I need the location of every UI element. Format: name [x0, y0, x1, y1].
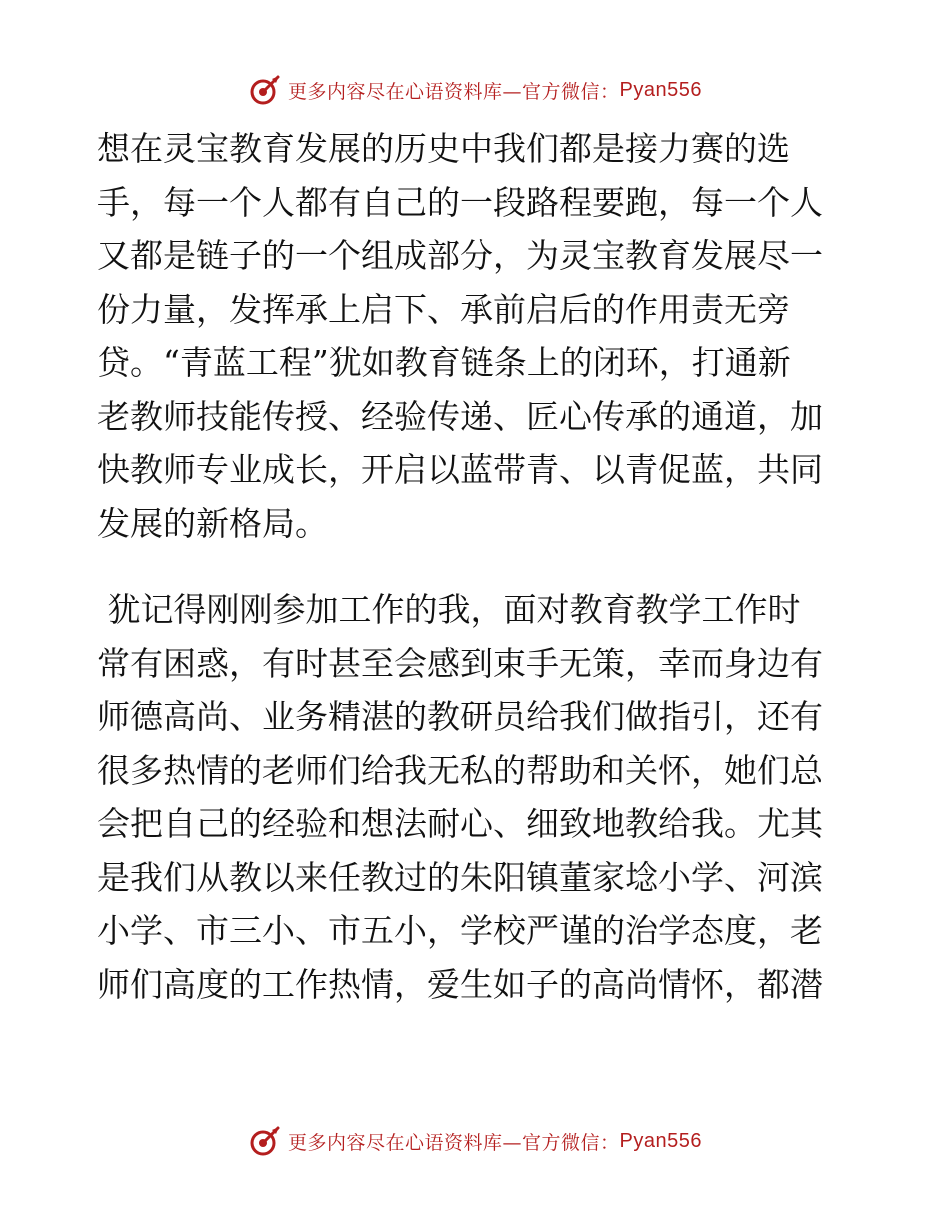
text-line: 很多热情的老师们给我无私的帮助和关怀，她们总 [97, 750, 823, 790]
banner-text: 更多内容尽在心语资料库—官方微信： [288, 1131, 620, 1154]
document-body [97, 122, 857, 1011]
header-banner [0, 70, 950, 110]
text-line: 师德高尚、业务精湛的教研员给我们做指引，还有 [97, 697, 823, 736]
pen-logo-icon [248, 1124, 282, 1158]
text-line: 份力量，发挥承上启下、承前启后的作用责无旁 [97, 289, 790, 329]
text-line: 会把自己的经验和想法耐心、细致地教给我。尤其 [97, 804, 823, 843]
text-line: 又都是链子的一个组成部分，为灵宝教育发展尽一 [97, 236, 823, 275]
paragraph-2 [97, 583, 857, 1011]
text-line: 老教师技能传授、经验传递、匠心传承的通道，加 [97, 396, 823, 436]
text-line: 小学、市三小、市五小，学校严谨的治学态度，老 [97, 911, 823, 950]
text-line: 快教师专业成长，开启以蓝带青、以青促蓝，共同 [97, 450, 823, 489]
text-line: 是我们从教以来任教过的朱阳镇董家埝小学、河滨 [97, 857, 823, 897]
text-line: 想在灵宝教育发展的历史中我们都是接力赛的选 [97, 129, 790, 168]
text-line: 常有困惑，有时甚至会感到束手无策，幸而身边有 [97, 643, 823, 683]
banner-text: 更多内容尽在心语资料库—官方微信： [288, 80, 620, 103]
paragraph-1 [97, 122, 857, 550]
banner-wechat-id: Pyan556 [619, 78, 702, 101]
text-line: 贷。“青蓝工程”犹如教育链条上的闭环，打通新 [97, 343, 791, 382]
text-line: 手，每一个人都有自己的一段路程要跑，每一个人 [97, 182, 823, 222]
text-line: 犹记得刚刚参加工作的我，面对教育教学工作时 [97, 590, 801, 629]
footer-banner [0, 1121, 950, 1161]
banner-wechat-id: Pyan556 [619, 1129, 702, 1152]
text-line: 发展的新格局。 [97, 503, 328, 543]
text-line: 师们高度的工作热情，爱生如子的高尚情怀，都潜 [97, 964, 823, 1004]
pen-logo-icon [248, 73, 282, 107]
